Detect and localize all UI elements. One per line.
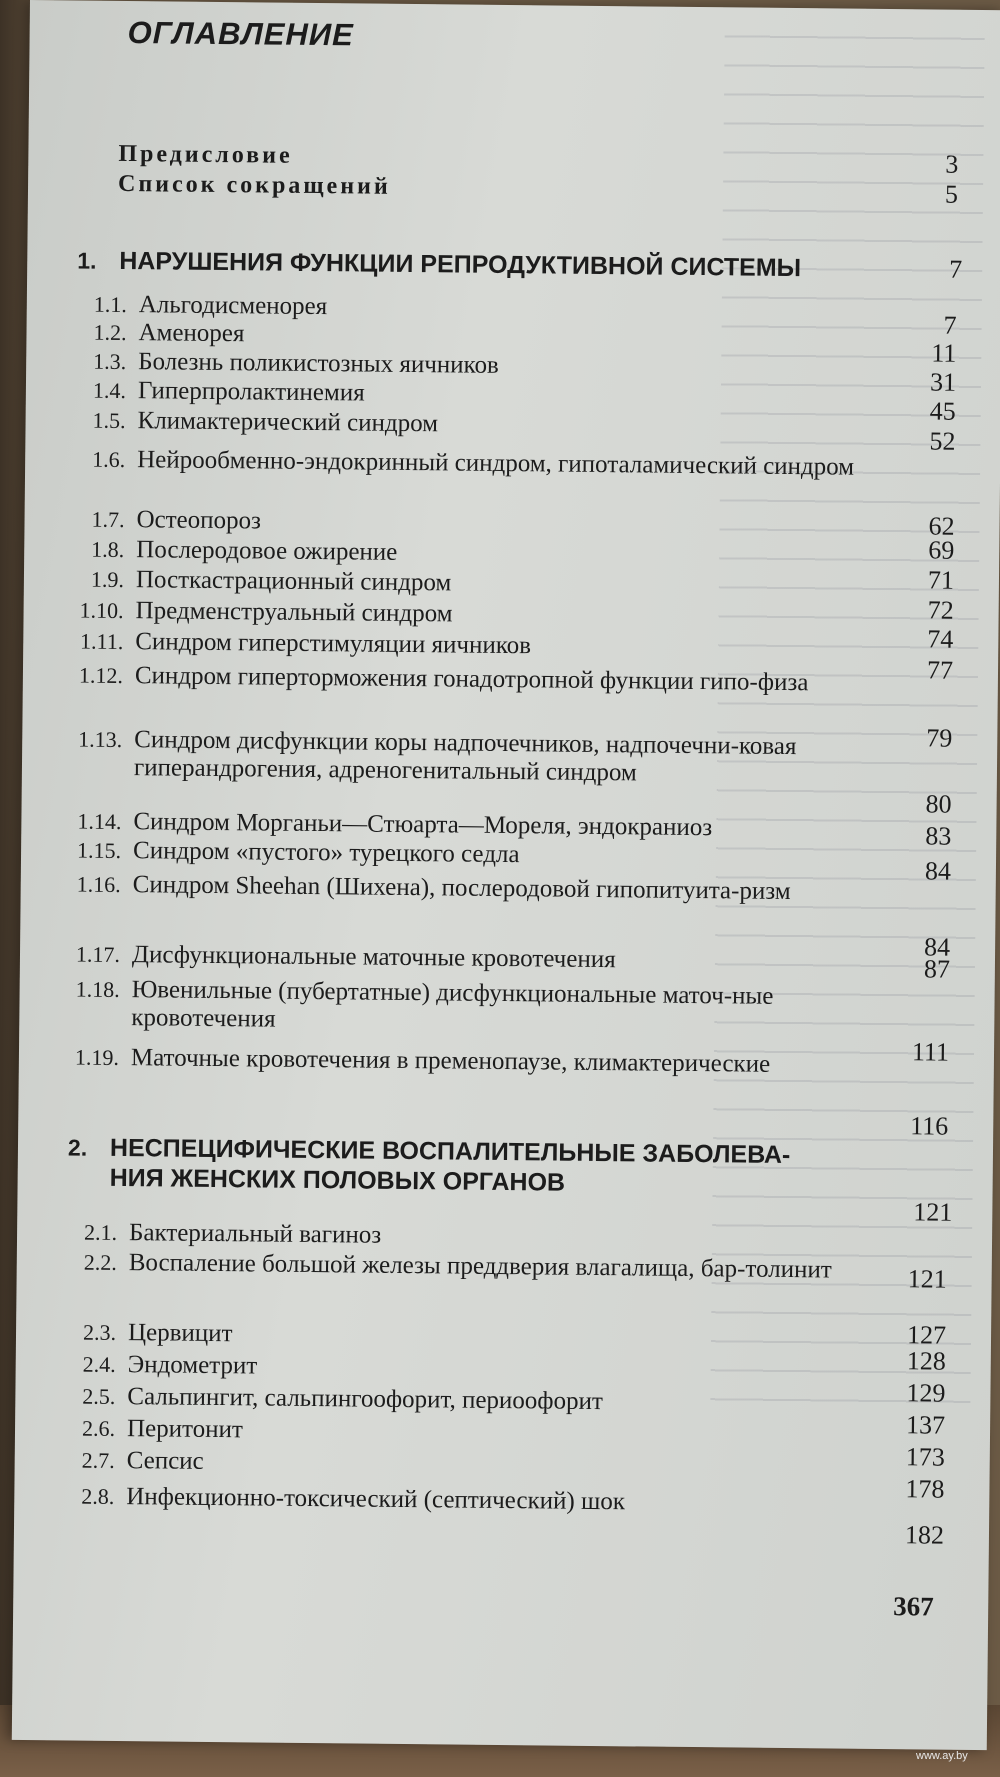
entry-title: Альгодисменорея — [138, 291, 328, 321]
page-number: 367 — [893, 1591, 934, 1622]
entry-number: 1.9. — [90, 566, 125, 593]
entry-page: 11 — [931, 338, 957, 368]
entry-page: 87 — [923, 954, 951, 984]
entry-number: 2.1. — [83, 1219, 118, 1245]
entry-number: 1.16. — [76, 871, 121, 897]
toc-preface-page: 3 — [945, 149, 959, 179]
entry-title: Синдром Морганьи—Стюарта—Мореля, эндокраниоз — [133, 808, 713, 842]
entry-number: 2.2. — [83, 1249, 117, 1275]
entry-number: 1.13. — [78, 726, 123, 753]
entry-page: 62 — [928, 511, 955, 541]
entry-number: 1.4. — [92, 377, 127, 404]
entry-number: 1.19. — [74, 1044, 120, 1070]
entry-page: 129 — [906, 1378, 946, 1408]
entry-page: 116 — [910, 1111, 949, 1141]
toc-chapter-1 — [77, 246, 963, 284]
chapter-title: НЕСПЕЦИФИЧЕСКИЕ ВОСПАЛИТЕЛЬНЫЕ ЗАБОЛЕВА-НИЯ ЖЕНСКИХ ПОЛОВЫХ ОРГАНОВ — [109, 1133, 791, 1197]
entry-number: 2.8. — [81, 1483, 115, 1509]
entry-number: 1.5. — [92, 407, 126, 434]
entry-page: 121 — [907, 1264, 947, 1294]
entry-number: 1.17. — [75, 941, 121, 967]
entry-number: 1.11. — [79, 628, 124, 655]
entry-number: 1.8. — [91, 536, 125, 563]
entry-title: Синдром гиперторможения гонадотропной функции гипо-физа — [134, 662, 809, 697]
entry-title: Ювенильные (пубертатные) дисфункциональные маточ-ные кровотечения — [131, 976, 774, 1033]
entry-title: Синдром дисфункции коры надпочечников, надпочечни-ковая гиперандрогения, адреногенитальный синдром — [133, 726, 797, 787]
book-page — [12, 0, 1000, 1750]
entry-page: 52 — [929, 426, 956, 456]
chapter-page: 7 — [949, 254, 963, 284]
entry-page: 31 — [929, 367, 957, 397]
entry-page: 7 — [943, 310, 957, 340]
entry-title: Аменорея — [138, 319, 245, 348]
entry-page: 80 — [925, 789, 952, 819]
chapter-number: 2. — [67, 1134, 88, 1161]
entry-page: 69 — [928, 535, 955, 565]
toc-abbreviations-page: 5 — [944, 179, 959, 209]
entry-title: Бактериальный вагиноз — [128, 1219, 382, 1249]
entry-number: 2.5. — [82, 1383, 116, 1409]
entry-title: Синдром «пустого» турецкого седла — [132, 837, 520, 869]
entry-number: 2.4. — [82, 1351, 116, 1377]
entry-number: 1.2. — [93, 319, 127, 346]
chapter-number: 1. — [77, 247, 97, 274]
entry-title: Маточные кровотечения в пременопаузе, климактерические — [130, 1044, 771, 1078]
entry-title: Послеродовое ожирение — [136, 536, 398, 566]
entry-number: 1.14. — [77, 808, 122, 835]
entry-title: Воспаление большой железы преддверия влагалища, бар-толинит — [128, 1249, 832, 1284]
chapter-page: 121 — [913, 1197, 953, 1227]
entry-title: Цервицит — [127, 1319, 233, 1348]
entry-title: Нейрообменно-эндокринный синдром, гипоталамический синдром — [137, 446, 855, 481]
entry-title: Гиперпролактинемия — [137, 377, 365, 407]
entry-page: 84 — [923, 932, 951, 962]
entry-page: 182 — [904, 1520, 945, 1550]
entry-number: 1.15. — [76, 837, 122, 863]
entry-number: 1.10. — [79, 597, 124, 624]
entry-page: 128 — [906, 1346, 946, 1376]
toc-abbreviations-title: Список сокращений — [117, 170, 391, 200]
entry-page: 84 — [924, 856, 952, 886]
toc-chapter-2 — [67, 1132, 953, 1227]
entry-page: 72 — [927, 595, 954, 625]
entry-title: Посткастрационный синдром — [135, 566, 452, 597]
toc-preface-title: Предисловие — [118, 140, 293, 169]
entry-page: 77 — [926, 655, 954, 685]
entry-number: 1.1. — [93, 291, 127, 318]
watermark: www.ay.by — [916, 1750, 968, 1762]
entry-page: 83 — [925, 821, 952, 851]
entry-title: Синдром гиперстимуляции яичников — [135, 628, 532, 660]
entry-page: 127 — [906, 1320, 947, 1350]
entry-number: 1.18. — [75, 976, 120, 1002]
entry-title: Эндометрит — [127, 1351, 258, 1380]
chapter-title: НАРУШЕНИЯ ФУНКЦИИ РЕПРОДУКТИВНОЙ СИСТЕМЫ — [119, 246, 802, 283]
entry-title: Дисфункциональные маточные кровотечения — [131, 941, 616, 974]
page-title: ОГЛАВЛЕНИЕ — [127, 15, 354, 53]
entry-page: 45 — [929, 396, 956, 426]
entry-number: 1.3. — [93, 348, 127, 375]
entry-number: 2.7. — [81, 1447, 115, 1473]
entry-number: 1.12. — [78, 662, 124, 689]
entry-page: 71 — [927, 565, 955, 595]
entry-title: Инфекционно-токсический (септический) шок — [126, 1483, 626, 1516]
entry-page: 74 — [927, 624, 954, 654]
entry-title: Синдром Sheehan (Шихена), послеродовой гипопитуита-ризм — [132, 871, 791, 906]
entry-title: Остеопороз — [136, 506, 262, 535]
entry-title: Болезнь поликистозных яичников — [138, 348, 499, 379]
entry-page: 111 — [911, 1037, 950, 1067]
entry-page: 178 — [905, 1474, 945, 1504]
entry-page: 79 — [926, 723, 953, 753]
entry-number: 2.6. — [81, 1415, 116, 1441]
entry-number: 1.6. — [92, 446, 126, 473]
entry-title: Предменструальный синдром — [135, 597, 453, 628]
entry-title: Сепсис — [126, 1447, 204, 1475]
entry-number: 1.7. — [91, 506, 125, 533]
entry-page: 173 — [905, 1442, 945, 1472]
entry-title: Климактерический синдром — [137, 407, 439, 438]
entry-title: Перитонит — [126, 1415, 243, 1444]
entry-page: 137 — [905, 1410, 946, 1440]
entry-number: 2.3. — [82, 1319, 117, 1345]
entry-title: Сальпингит, сальпингоофорит, периоофорит — [127, 1383, 604, 1416]
